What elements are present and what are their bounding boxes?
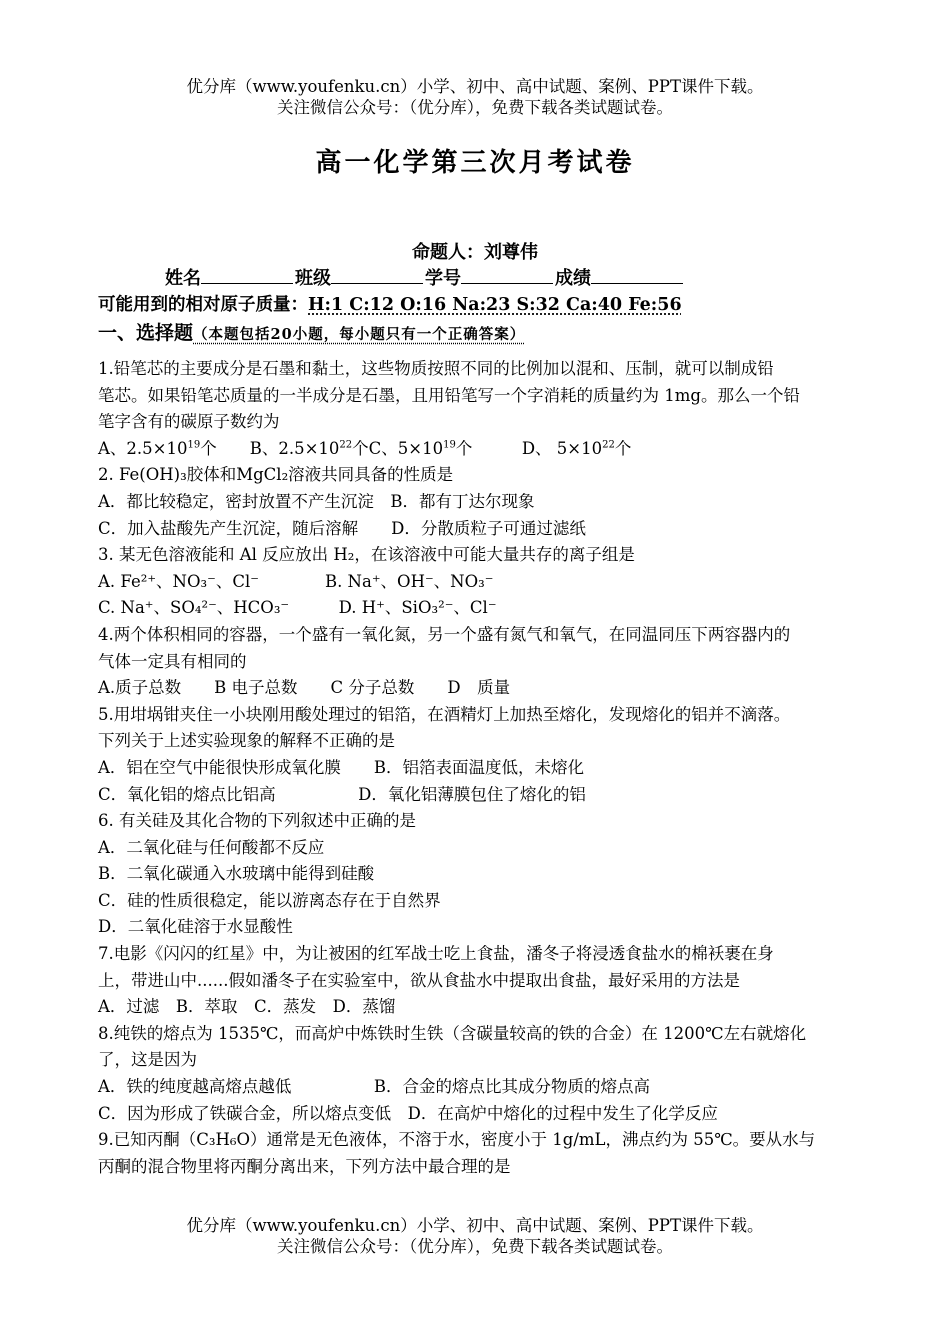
q1-option-b-exponent: 22 <box>339 439 353 451</box>
question-line: 4.两个体积相同的容器，一个盛有一氧化氮，另一个盛有氮气和氧气，在同温同压下两容器内的 <box>98 624 791 644</box>
score-label: 成绩 <box>555 268 591 289</box>
question-line: 8.纯铁的熔点为 1535℃，而高炉中炼铁时生铁（含碳量较高的铁的合金）在 1200℃左右就熔化 <box>98 1023 807 1043</box>
id-label: 学号 <box>425 268 461 289</box>
q1-option-c-unit: 个 <box>455 438 473 458</box>
q1-option-d-exponent: 22 <box>602 439 615 451</box>
question-line: 笔字含有的碳原子数约为 <box>98 412 280 432</box>
question-line: 2. Fe(OH)₃胶体和MgCl₂溶液共同具备的性质是 <box>98 465 454 485</box>
header-line-1: 优分库（www.youfenku.cn）小学、初中、高中试题、案例、PPT课件下载。 <box>186 77 764 96</box>
question-line: A．都比较稳定，密封放置不产生沉淀 B．都有丁达尔现象 <box>98 491 535 511</box>
q1-option-c: C、5×10 <box>368 438 444 458</box>
page-footer <box>0 1215 950 1257</box>
q1-option-a-exponent: 19 <box>187 439 201 451</box>
question-line: C．因为形成了铁碳合金，所以熔点变低 D．在高炉中熔化的过程中发生了化学反应 <box>98 1103 718 1123</box>
question-line: 1.铅笔芯的主要成分是石墨和黏土，这些物质按照不同的比例加以混和、压制，就可以制成铅 <box>98 359 774 378</box>
q1-option-b-unit: 个 <box>352 438 369 458</box>
q1-option-c-exponent: 19 <box>443 439 456 451</box>
q1-options <box>98 436 858 463</box>
question-line: A. Fe²⁺、NO₃⁻、Cl⁻ B. Na⁺、OH⁻、NO₃⁻ <box>98 571 494 591</box>
section-note: （本题包括20小题，每小题只有一个正确答案） <box>193 326 526 343</box>
footer-line-1: 优分库（www.youfenku.cn）小学、初中、高中试题、案例、PPT课件下载。 <box>186 1216 764 1235</box>
question-line: 丙酮的混合物里将丙酮分离出来，下列方法中最合理的是 <box>98 1156 511 1176</box>
q1-option-d-unit: 个 <box>614 438 632 458</box>
question-line: 气体一定具有相同的 <box>98 651 247 671</box>
question-line: A．铝在空气中能很快形成氧化膜 B．铝箔表面温度低，未熔化 <box>98 757 585 777</box>
question-line: 了，这是因为 <box>98 1050 197 1070</box>
q1-option-d: D、 5×10 <box>521 438 603 458</box>
id-blank[interactable] <box>461 266 553 284</box>
question-line: 9.已知丙酮（C₃H₆O）通常是无色液体，不溶于水，密度小于 1g/mL，沸点约为 55℃。要从水与 <box>98 1130 816 1150</box>
question-line: A.质子总数 B 电子总数 C 分子总数 D 质量 <box>98 678 511 698</box>
question-line: 7.电影《闪闪的红星》中，为让被困的红军战士吃上食盐，潘冬子将浸透食盐水的棉袄裹在身 <box>98 944 774 964</box>
question-line: C．加入盐酸先产生沉淀，随后溶解 D．分散质粒子可通过滤纸 <box>98 518 586 538</box>
class-blank[interactable] <box>331 266 423 284</box>
atomic-masses-label: 可能用到的相对原子质量： <box>98 295 308 315</box>
header-line-2: 关注微信公众号：（优分库），免费下载各类试题试卷。 <box>277 98 673 117</box>
question-line: B．二氧化碳通入水玻璃中能得到硅酸 <box>98 864 375 884</box>
class-label: 班级 <box>295 268 331 289</box>
question-body <box>98 356 858 1180</box>
student-info-fields <box>165 264 685 290</box>
page-header <box>0 76 950 118</box>
name-blank[interactable] <box>201 266 293 284</box>
q1-option-a: A、2.5×10 <box>98 438 188 458</box>
question-line: C. Na⁺、SO₄²⁻、HCO₃⁻ D. H⁺、SiO₃²⁻、Cl⁻ <box>98 598 497 618</box>
question-line: 3. 某无色溶液能和 Al 反应放出 H₂，在该溶液中可能大量共存的离子组是 <box>98 545 635 565</box>
name-label: 姓名 <box>165 268 201 289</box>
question-line: A．二氧化硅与任何酸都不反应 <box>98 837 325 857</box>
question-line: 笔芯。如果铅笔芯质量的一半成分是石墨，且用铅笔写一个字消耗的质量约为 1mg。那么一个铅 <box>98 385 800 405</box>
question-line: 5.用坩埚钳夹住一小块刚用酸处理过的铝箔，在酒精灯上加热至熔化，发现熔化的铝并不滴落。 <box>98 704 791 724</box>
atomic-masses-values: H:1 C:12 O:16 Na:23 S:32 Ca:40 Fe:56 <box>308 295 682 315</box>
exam-setter: 命题人：刘尊伟 <box>412 242 538 263</box>
exam-title: 高一化学第三次月考试卷 <box>315 148 635 178</box>
section-heading <box>98 318 525 345</box>
question-line: C．硅的性质很稳定，能以游离态存在于自然界 <box>98 890 441 910</box>
score-blank[interactable] <box>591 266 683 284</box>
question-line: A．铁的纯度越高熔点越低 B．合金的熔点比其成分物质的熔点高 <box>98 1077 651 1097</box>
question-line: 下列关于上述实验现象的解释不正确的是 <box>98 731 395 751</box>
question-line: A．过滤 B．萃取 C．蒸发 D．蒸馏 <box>98 997 396 1017</box>
footer-line-2: 关注微信公众号：（优分库），免费下载各类试题试卷。 <box>277 1237 673 1256</box>
question-line: 上，带进山中......假如潘冬子在实验室中，欲从食盐水中提取出食盐，最好采用的方法是 <box>98 970 740 990</box>
q1-option-a-unit: 个 <box>200 438 217 458</box>
question-line: C．氧化铝的熔点比铝高 D．氧化铝薄膜包住了熔化的铝 <box>98 784 586 804</box>
question-line: D．二氧化硅溶于水显酸性 <box>98 917 293 937</box>
question-line: 6. 有关硅及其化合物的下列叙述中正确的是 <box>98 811 416 831</box>
section-title: 一、选择题 <box>98 322 194 344</box>
atomic-masses <box>98 291 682 316</box>
q1-option-b: B、2.5×10 <box>249 438 340 458</box>
